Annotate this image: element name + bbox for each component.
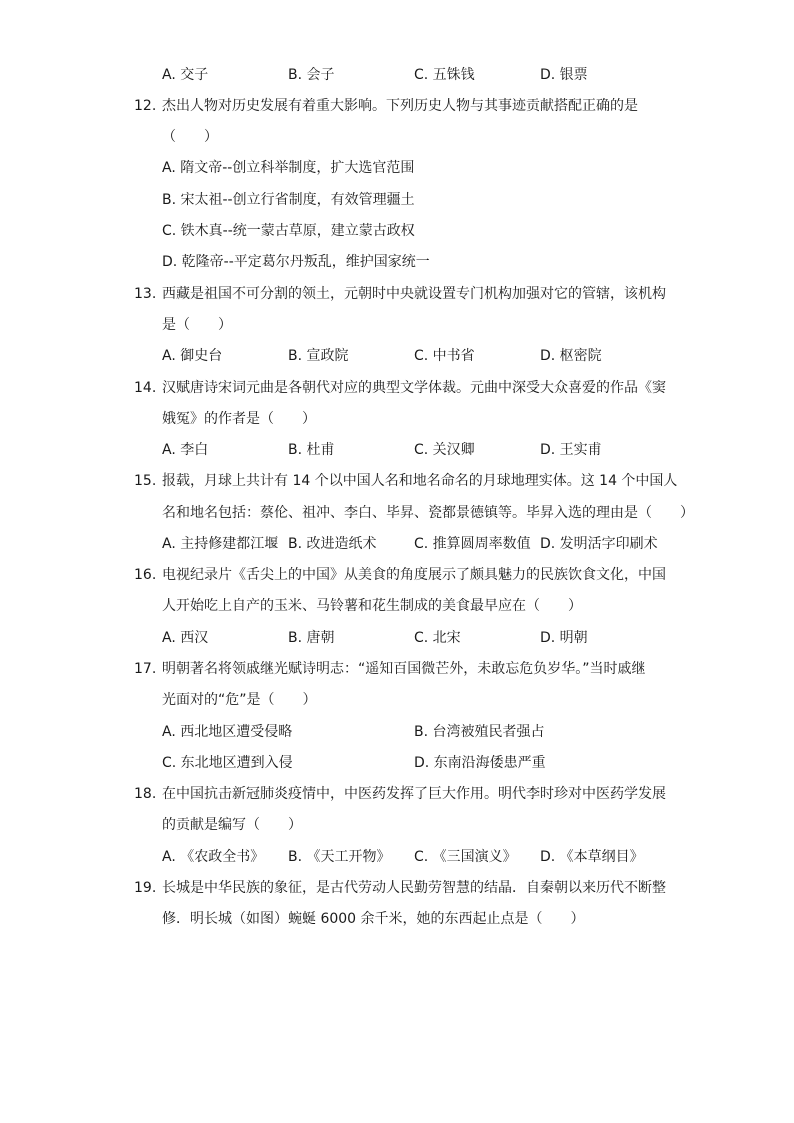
option-d: D. 发明活字印刷术 [540, 536, 658, 552]
question-text: 光面对的“危”是（ ） [162, 692, 317, 708]
question-text: 人开始吃上自产的玉米、马铃薯和花生制成的美食最早应在（ ） [162, 598, 582, 614]
option-d: D. 明朝 [540, 630, 588, 646]
option-d: D. 东南沿海倭患严重 [414, 755, 546, 771]
question-number: 17. [134, 661, 157, 677]
question-text: 修．明长城（如图）蜿蜒 6000 余千米，她的东西起止点是（ ） [162, 911, 585, 927]
question-text: （ ） [162, 129, 218, 145]
option-c: C. 《三国演义》 [414, 849, 517, 865]
question-text: 报载，月球上共计有 14 个以中国人名和地名命名的月球地理实体。这 14 个中国人 [162, 473, 678, 489]
option-b: B. 宋太祖--创立行省制度，有效管理疆土 [162, 192, 415, 208]
question-text: 西藏是祖国不可分割的领土，元朝时中央就设置专门机构加强对它的管辖，该机构 [162, 286, 666, 302]
option-a: A. 隋文帝--创立科举制度，扩大选官范围 [162, 160, 415, 176]
option-a: A. 西汉 [162, 630, 209, 646]
question-text: 杰出人物对历史发展有着重大影响。下列历史人物与其事迹贡献搭配正确的是 [162, 98, 638, 114]
option-a: A. 交子 [162, 67, 209, 83]
question-text: 名和地名包括：蔡伦、祖冲、李白、毕昇、瓷都景德镇等。毕昇入选的理由是（ ） [162, 505, 694, 521]
option-b: B. 《天工开物》 [288, 849, 391, 865]
option-d: D. 枢密院 [540, 348, 602, 364]
option-d: D. 《本草纲目》 [540, 849, 644, 865]
option-d: D. 银票 [540, 67, 588, 83]
option-b: B. 会子 [288, 67, 335, 83]
question-number: 14. [134, 380, 157, 396]
question-number: 18. [134, 786, 157, 802]
option-b: B. 宣政院 [288, 348, 349, 364]
option-c: C. 五铢钱 [414, 67, 475, 83]
question-number: 15. [134, 473, 157, 489]
option-c: C. 铁木真--统一蒙古草原，建立蒙古政权 [162, 223, 415, 239]
option-c: C. 关汉卿 [414, 442, 475, 458]
question-number: 13. [134, 286, 157, 302]
question-number: 16. [134, 567, 157, 583]
question-text: 明朝著名将领戚继光赋诗明志：“遥知百国微芒外，未敢忘危负岁华。”当时戚继 [162, 661, 646, 677]
option-b: B. 唐朝 [288, 630, 335, 646]
question-number: 12. [134, 98, 157, 114]
option-b: B. 改进造纸术 [288, 536, 377, 552]
question-text: 是（ ） [162, 317, 232, 333]
option-a: A. 《农政全书》 [162, 849, 265, 865]
question-text: 的贡献是编写（ ） [162, 817, 302, 833]
option-a: A. 李白 [162, 442, 209, 458]
option-c: C. 推算圆周率数值 [414, 536, 531, 552]
option-a: A. 西北地区遭受侵略 [162, 724, 293, 740]
option-c: C. 北宋 [414, 630, 461, 646]
option-d: D. 乾隆帝--平定葛尔丹叛乱，维护国家统一 [162, 254, 430, 270]
question-text: 长城是中华民族的象征，是古代劳动人民勤劳智慧的结晶．自秦朝以来历代不断整 [162, 880, 666, 896]
question-text: 汉赋唐诗宋词元曲是各朝代对应的典型文学体裁。元曲中深受大众喜爱的作品《窦 [162, 380, 666, 396]
option-b: B. 台湾被殖民者强占 [414, 724, 545, 740]
question-text: 在中国抗击新冠肺炎疫情中，中医药发挥了巨大作用。明代李时珍对中医药学发展 [162, 786, 666, 802]
option-a: A. 主持修建都江堰 [162, 536, 279, 552]
option-a: A. 御史台 [162, 348, 223, 364]
option-c: C. 东北地区遭到入侵 [162, 755, 293, 771]
question-text: 娥冤》的作者是（ ） [162, 411, 316, 427]
option-b: B. 杜甫 [288, 442, 335, 458]
option-d: D. 王实甫 [540, 442, 602, 458]
option-c: C. 中书省 [414, 348, 475, 364]
question-number: 19. [134, 880, 157, 896]
question-text: 电视纪录片《舌尖上的中国》从美食的角度展示了颇具魅力的民族饮食文化，中国 [162, 567, 666, 583]
